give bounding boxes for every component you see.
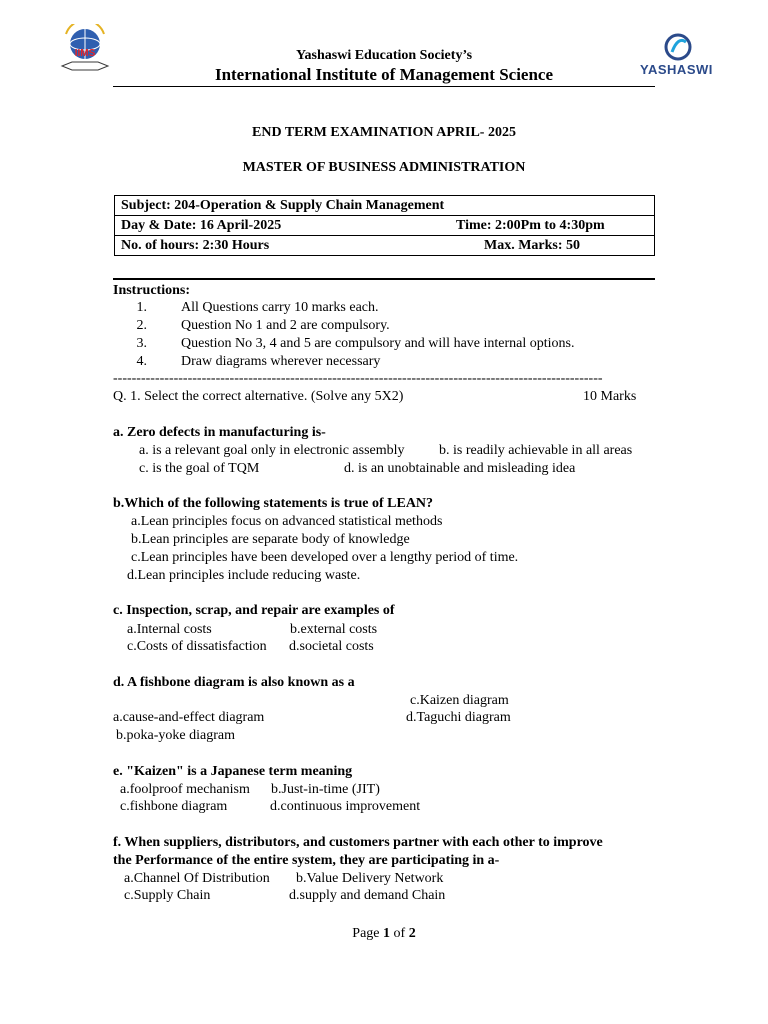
question-e-option-c: c.fishbone diagram — [120, 799, 228, 814]
table-row — [115, 196, 655, 216]
instruction-text: All Questions carry 10 marks each. — [181, 300, 379, 315]
question-a-option-d: d. is an unobtainable and misleading idea — [344, 461, 576, 476]
question-c-option-c: c.Costs of dissatisfaction — [127, 639, 267, 654]
instruction-number: 3. — [136, 336, 147, 351]
question-d-stem: d. A fishbone diagram is also known as a — [113, 675, 355, 690]
instruction-text: Question No 1 and 2 are compulsory. — [181, 318, 390, 333]
iims-logo-text: IIMS — [74, 48, 96, 59]
question-1-marks: 10 Marks — [583, 389, 637, 404]
page-number — [0, 925, 768, 943]
instruction-text: Question No 3, 4 and 5 are compulsory and will have internal options. — [181, 336, 575, 351]
question-1-text: Q. 1. Select the correct alternative. (Solve any 5X2) — [113, 389, 404, 404]
question-a-option-b: b. is readily achievable in all areas — [439, 443, 633, 458]
page-word: Page — [352, 926, 380, 941]
of-word: of — [393, 926, 406, 941]
program-title: MASTER OF BUSINESS ADMINISTRATION — [242, 160, 526, 175]
dashed-divider: --------------------------------------------------------------------------------------------------------- — [113, 371, 603, 386]
question-d-option-d: d.Taguchi diagram — [406, 710, 511, 725]
question-a-option-c: c. is the goal of TQM — [139, 461, 260, 476]
question-f-option-d: d.supply and demand Chain — [289, 888, 446, 903]
instruction-number: 2. — [136, 318, 147, 333]
question-f-stem-line-2: the Performance of the entire system, they are participating in a- — [113, 853, 500, 868]
question-e-option-d: d.continuous improvement — [270, 799, 421, 814]
question-e-option-b: b.Just-in-time (JIT) — [271, 782, 380, 797]
question-b-option-c: c.Lean principles have been developed over a lengthy period of time. — [131, 550, 519, 565]
question-e-option-a: a.foolproof mechanism — [120, 782, 250, 797]
question-f-stem-line-1: f. When suppliers, distributors, and customers partner with each other to improve — [113, 835, 603, 850]
question-f-option-c: c.Supply Chain — [124, 888, 211, 903]
subject-text: Subject: 204-Operation & Supply Chain Management — [121, 198, 445, 213]
institute-name: International Institute of Management Science — [214, 65, 554, 84]
hours-text: No. of hours: 2:30 Hours — [121, 238, 270, 253]
question-a-stem: a. Zero defects in manufacturing is- — [113, 425, 326, 440]
question-c-stem: c. Inspection, scrap, and repair are examples of — [113, 603, 395, 618]
question-d-option-b: b.poka-yoke diagram — [116, 728, 235, 743]
table-row — [115, 236, 655, 256]
question-b-option-b: b.Lean principles are separate body of knowledge — [131, 532, 410, 547]
hours-marks-cell — [115, 236, 655, 256]
yashaswi-logo-text: YASHASWI — [640, 62, 713, 77]
question-e-stem: e. "Kaizen" is a Japanese term meaning — [113, 764, 353, 779]
question-c-option-a: a.Internal costs — [127, 622, 212, 637]
instruction-number: 4. — [136, 354, 147, 369]
question-d-option-a: a.cause-and-effect diagram — [113, 710, 265, 725]
question-a-option-a: a. is a relevant goal only in electronic assembly — [139, 443, 405, 458]
exam-info-table — [114, 195, 655, 256]
date-time-cell — [115, 216, 655, 236]
question-f-option-b: b.Value Delivery Network — [296, 871, 444, 886]
current-page: 1 — [383, 926, 391, 941]
day-date-text: Day & Date: 16 April-2025 — [121, 218, 282, 233]
exam-title: END TERM EXAMINATION APRIL- 2025 — [252, 125, 516, 140]
instructions-heading: Instructions: — [113, 283, 191, 298]
max-marks-text: Max. Marks: 50 — [484, 238, 581, 253]
header-rule — [113, 86, 655, 87]
time-text: Time: 2:00Pm to 4:30pm — [456, 218, 605, 233]
table-row — [115, 216, 655, 236]
question-b-option-d: d.Lean principles include reducing waste. — [127, 568, 361, 583]
question-b-option-a: a.Lean principles focus on advanced statistical methods — [131, 514, 443, 529]
question-d-option-c: c.Kaizen diagram — [410, 693, 509, 708]
question-c-option-b: b.external costs — [290, 622, 378, 637]
question-c-option-d: d.societal costs — [289, 639, 374, 654]
question-f-option-a: a.Channel Of Distribution — [124, 871, 270, 886]
question-b-stem: b.Which of the following statements is true of LEAN? — [113, 496, 434, 511]
subject-cell — [115, 196, 655, 216]
instruction-text: Draw diagrams wherever necessary — [181, 354, 381, 369]
total-pages: 2 — [408, 926, 416, 941]
instruction-number: 1. — [136, 300, 147, 315]
society-name: Yashaswi Education Society’s — [295, 48, 473, 63]
section-rule — [113, 278, 655, 280]
